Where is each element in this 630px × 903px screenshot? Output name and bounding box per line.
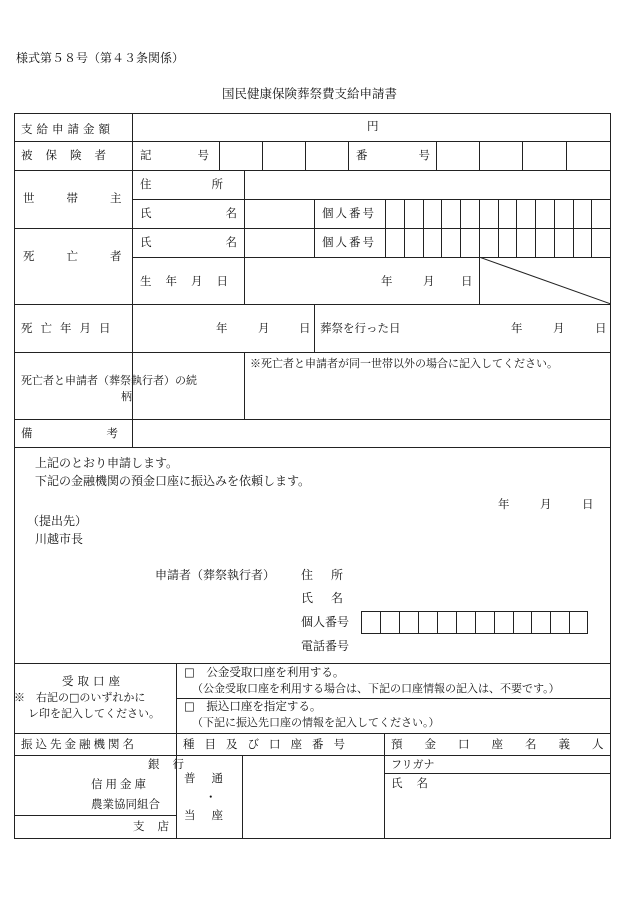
- deceased-name-label: 氏名: [140, 235, 311, 249]
- funeral-month: 月: [553, 321, 565, 335]
- submit-to: 川越市長: [35, 532, 84, 546]
- relation-label-1: 死亡者と申請者（葬祭執行者）の続: [21, 374, 197, 387]
- death-year: 年: [216, 321, 228, 335]
- option-specify-account-note: （下記に振込先口座の情報を記入してください。）: [192, 716, 440, 729]
- death-date-label: 死亡年月日: [21, 321, 119, 335]
- birth-month: 月: [423, 274, 435, 288]
- bank-type-bank: 銀行: [148, 757, 197, 771]
- declaration-month: 月: [540, 497, 552, 511]
- household-address-label: 住所: [140, 177, 283, 191]
- account-type-futsu: 普通: [184, 771, 239, 785]
- funeral-date-label: 葬祭を行った日: [320, 321, 401, 335]
- applicant-name-label: 氏名: [301, 591, 362, 605]
- form-title: 国民健康保険葬祭費支給申請書: [222, 86, 398, 101]
- kigo-label: 記号: [140, 148, 255, 162]
- submit-to-label: （提出先）: [27, 514, 88, 528]
- household-head-label: 世帯主: [23, 191, 154, 205]
- holder-furigana-label: フリガナ: [391, 758, 435, 771]
- household-name-label: 氏名: [140, 206, 311, 220]
- applicant-mynumber-label: 個人番号: [301, 615, 350, 629]
- deceased-mynumber-label: 個人番号: [322, 235, 376, 249]
- birth-day: 日: [461, 274, 473, 288]
- declaration-day: 日: [582, 497, 594, 511]
- option-specify-account[interactable]: □ 振込口座を指定する。: [184, 699, 322, 713]
- bank-header-holder: 預金口座名義人: [391, 737, 626, 751]
- diagonal-slash: [479, 257, 611, 304]
- declaration-year: 年: [498, 497, 510, 511]
- declaration-line2: 下記の金融機関の預金口座に振込みを依頼します。: [35, 474, 311, 488]
- funeral-day: 日: [595, 321, 607, 335]
- amount-label: 支給申請金額: [21, 122, 114, 136]
- holder-name-label: 氏名: [391, 776, 442, 790]
- account-type-dot: ・: [205, 790, 217, 804]
- bank-header-type: 種目及び口座番号: [183, 737, 355, 751]
- death-month: 月: [258, 321, 270, 335]
- applicant-label: 申請者（葬祭執行者）: [155, 568, 276, 582]
- declaration-line1: 上記のとおり申請します。: [35, 456, 179, 470]
- account-type-touza: 当座: [184, 808, 239, 822]
- bango-label: 番号: [356, 148, 481, 162]
- receiving-account-note-2: レ印を記入してください。: [28, 707, 160, 720]
- funeral-year: 年: [511, 321, 523, 335]
- receiving-account-note-1: ※ 右記の□のいずれかに: [14, 691, 146, 704]
- birth-year: 年: [381, 274, 393, 288]
- bank-branch: 支店: [133, 819, 182, 833]
- applicant-phone-label: 電話番号: [301, 639, 350, 653]
- option-public-account-note: （公金受取口座を利用する場合は、下記の口座情報の記入は、不要です。）: [192, 682, 560, 695]
- amount-unit: 円: [367, 119, 379, 133]
- remarks-label: 備考: [21, 426, 192, 440]
- household-mynumber-label: 個人番号: [322, 206, 376, 220]
- bank-type-noukyou: 農業協同組合: [91, 797, 160, 811]
- relation-note: ※死亡者と申請者が同一世帯以外の場合に記入してください。: [250, 357, 558, 370]
- insured-label: 被保険者: [21, 148, 119, 162]
- death-day: 日: [299, 321, 311, 335]
- applicant-address-label: 住所: [301, 568, 362, 582]
- deceased-label: 死亡者: [23, 249, 154, 263]
- receiving-account-label: 受取口座: [62, 674, 124, 688]
- relation-label-2: 柄: [121, 390, 132, 403]
- bank-header-institution: 振込先金融機関名: [21, 737, 137, 751]
- form-number: 様式第５８号（第４３条関係）: [16, 51, 185, 65]
- bank-type-shinkin: 信用金庫: [91, 777, 149, 791]
- option-public-account[interactable]: □ 公金受取口座を利用する。: [184, 665, 345, 679]
- birth-date-label: 生年月日: [140, 274, 242, 288]
